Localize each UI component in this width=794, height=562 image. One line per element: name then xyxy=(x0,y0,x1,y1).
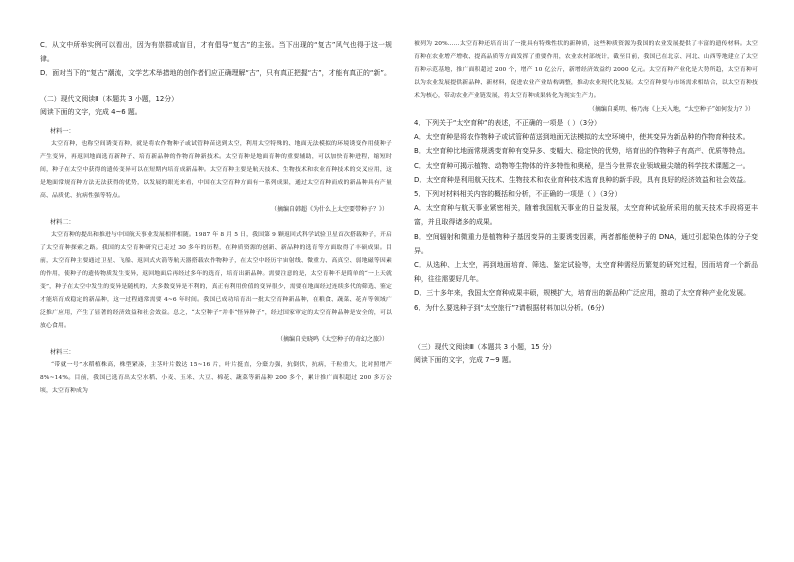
material1-source: （摘编自韩超《为什么上太空要带种子？》） xyxy=(270,205,388,213)
material3-source: （摘编自奚明、杨乃海《上天入地，“太空种子”如何发力？》） xyxy=(588,106,754,113)
question-4-option-c: C．太空育种可揭示植物、动物等生物体的许多特性和奥秘，是当今世界农业领域最尖端的科学技术课题之一。 xyxy=(414,161,750,170)
material3-continued: 被列为 20%……太空育种还培育出了一批具有特殊性状的新种质，这些种质资源为我国的农业发展提供了丰富的遗传材料。太空育种在农业增产增收、提高品质等方面发挥了重要作用，农业农村部统计，截至目前，我国已在北京、河北、山西等地建立了太空育种示范基地，推广面积超过 200 个，增产 10 亿公斤，新增经济效益约 2000 亿元。太空育种产业化是大势所趋，太空育种可以为农业发展提供新品种、新材料，促进农业产业结构调整，推动农业现代化发展。太空育种要与市场需求相结合，以太空育种技术为核心，带动农业产业链发展，将太空育种成果转化为现实生产力。 xyxy=(414,41,758,99)
option-c: C．从文中所举实例可以看出，因为有崇群或盲目，才有倡导“复古”的主张。当下出现的“复古”风气也得于这一规律。 xyxy=(40,41,392,64)
material2-source: （摘编自史晓鸣《太空种子的奇幻之旅》） xyxy=(276,335,388,343)
question-4-option-a: A．太空育种是将农作物种子或试管种苗送到地面无法模拟的太空环境中，使其变异为新品种的作物育种技术。 xyxy=(414,133,750,142)
material1-text: 太空育种，也称空间诱变育种，就是将农作物种子或试管种苗送到太空，利用太空特殊的、地面无法模拟的环境诱变作用使种子产生变异，再返回地面选育新种子、培育新品种的作物育种新技术。太空育种是地面育种的重要辅助，可以加快育种进程，缩短时间，种子在太空中获得的遗传变异可以在短期内培育成新品种。太空育种主要是航天技术、生物技术和农业育种技术的交叉应用，这是地面常规育种方法无法获得的优势，以发展的眼光来看，中国在太空育种方面有一系列成果，通过太空育种而成的新品种具有产量高、品质优、抗病性强等特点。 xyxy=(40,140,392,199)
material3-text: “带就一号”水稻植株高，株型紧凑，主茎叶片数达 15~16 片，叶片挺直，分蘖力强，抗倒伏，抗病，千粒重大，比对照增产 8%~14%。目前，我国已选育出太空水稻、小麦、玉米、大豆、棉花、蔬菜等新品种 200 多个，累计推广面积超过 200 多万公顷，太空育种成为 xyxy=(40,361,392,394)
left-column xyxy=(40,38,392,398)
question-6: 6．为什么要选种子到“太空旅行”?请根据材料加以分析。(6分) xyxy=(414,303,605,312)
question-4-option-d: D．太空育种是利用航天技术、生物技术和农业育种技术选育良种的新手段，具有良好的经济效益和社会效益。 xyxy=(414,175,751,184)
material2-text: 太空育种的提出和推进与中国航天事业发展相伴相随。1987 年 8 月 5 日，我国第 9 颗返回式科学试验卫星首次搭载种子，开启了太空育种探索之路。我国的太空育种研究已走过 30 多年的历程，在种质资源的创新、新品种的选育等方面取得了丰硕成果。目前，太空育种主要通过卫星、飞船、返回式火箭等航天器搭载农作物种子，在太空中经历宇宙射线、微重力、高真空、弱地磁等因素的作用，使种子的遗传物质发生变异，返回地面后再经过多年的选育，培育出新品种。需要注意的是，太空育种不是简单的“一上天就变”，种子在太空中发生的变异是随机的，大多数变异是不利的，真正有利用价值的变异很少，需要在地面经过连续多代的筛选、鉴定才能培育成稳定的新品种，这一过程通常需要 4~6 年时间。我国已成功培育出一批太空育种新品种，在粮食、蔬菜、花卉等领域广泛推广应用，产生了显著的经济效益和社会效益。总之，“太空种子”并非“怪异种子”，经过国家审定的太空育种品种是安全的，可以放心食用。 xyxy=(40,231,392,329)
question-5-option-d: D．三十多年来，我国太空育种成果丰硕，规模扩大，培育出的新品种广泛应用，推动了太空育种产业化发展。 xyxy=(414,289,751,298)
option-d: D．面对当下的“复古”潮流，文学艺术举措地的创作者们应正确理解“古”，只有真正把握“古”，才能有真正的“新”。 xyxy=(40,69,391,78)
question-4: 4．下列关于“太空育种”的表述，不正确的一项是（ ）（3分） xyxy=(414,119,601,127)
question-5-option-a: A．太空育种与航天事业紧密相关，随着我国航天事业的日益发展，太空育种试验所采用的航天技术手段将更丰富，并且取得诸多的成果。 xyxy=(414,204,758,227)
material1-label: 材料一： xyxy=(50,127,75,135)
material2-label: 材料二： xyxy=(50,218,75,226)
section2-title: （二）现代文阅读Ⅱ（本题共 3 小题，12分） xyxy=(40,94,179,103)
right-column xyxy=(414,38,758,367)
material3-label: 材料三： xyxy=(50,348,75,356)
section3-instruction: 阅读下面的文字，完成 7~9 题。 xyxy=(414,355,516,364)
section2-instruction: 阅读下面的文字，完成 4~6 题。 xyxy=(40,107,142,116)
question-5-option-b: B．空间辐射和微重力是植物种子基因变异的主要诱变因素，两者都能使种子的 DNA，通过引起染色体的分子变异。 xyxy=(414,232,758,255)
question-4-option-b: B．太空育种比地面常规诱变育种有变异多、变幅大、稳定快的优势，培育出的作物种子有高产、优质等特点。 xyxy=(414,147,750,156)
question-5-option-c: C．从选种、上太空，再到地面培育、筛选、鉴定试验等，太空育种需经历繁复的研究过程，因而培育一个新品种，往往需要好几年。 xyxy=(414,261,758,284)
section3-title: （三）现代文阅读Ⅲ（本题共 3 小题，15 分） xyxy=(414,342,556,351)
question-5: 5．下列对材料相关内容的概括和分析，不正确的一项是（ ）（3分） xyxy=(414,190,622,199)
